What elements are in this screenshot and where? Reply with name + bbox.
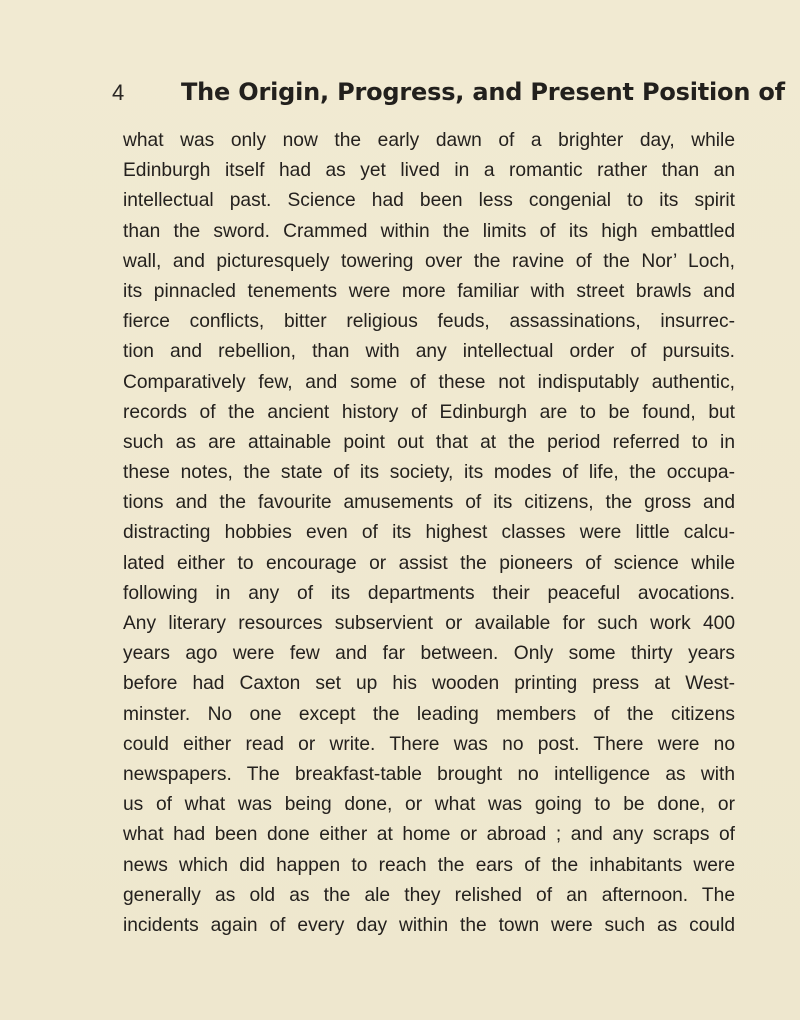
- text-line-4: than the sword. Crammed within the limits of its high embattled: [123, 220, 735, 242]
- text-line-19: before had Caxton set up his wooden printing press at West-: [123, 673, 735, 695]
- text-line-25: news which did happen to reach the ears of the inhabitants were: [123, 854, 735, 876]
- text-line-22: newspapers. The breakfast-table brought no intelligence as with: [123, 763, 735, 785]
- text-line-11: such as are attainable point out that at the period referred to in: [123, 431, 735, 453]
- text-line-13: tions and the favourite amusements of its citizens, the gross and: [123, 492, 735, 514]
- text-line-12: these notes, the state of its society, its modes of life, the occupa-: [123, 462, 735, 484]
- page-header: [112, 78, 785, 114]
- text-line-16: following in any of its departments their peaceful avocations.: [123, 582, 735, 604]
- text-line-26: generally as old as the ale they relished of an afternoon. The: [123, 884, 735, 906]
- text-line-5: wall, and picturesquely towering over the ravine of the Nor’ Loch,: [123, 250, 735, 272]
- text-line-18: years ago were few and far between. Only some thirty years: [123, 643, 735, 665]
- text-line-2: Edinburgh itself had as yet lived in a romantic rather than an: [123, 160, 735, 182]
- text-line-24: what had been done either at home or abroad ; and any scraps of: [123, 824, 735, 846]
- text-line-17: Any literary resources subservient or available for such work 400: [123, 613, 735, 634]
- text-line-27: incidents again of every day within the town were such as could: [123, 914, 735, 936]
- text-line-21: could either read or write. There was no post. There were no: [123, 733, 735, 755]
- text-line-23: us of what was being done, or what was going to be done, or: [123, 794, 735, 816]
- text-line-6: its pinnacled tenements were more familiar with street brawls and: [123, 280, 735, 302]
- text-line-20: minster. No one except the leading members of the citizens: [123, 703, 735, 725]
- text-line-8: tion and rebellion, than with any intellectual order of pursuits.: [123, 341, 735, 363]
- text-line-15: lated either to encourage or assist the pioneers of science while: [123, 552, 735, 574]
- text-line-14: distracting hobbies even of its highest classes were little calcu-: [123, 522, 735, 544]
- text-line-1: what was only now the early dawn of a brighter day, while: [123, 130, 735, 151]
- text-line-10: records of the ancient history of Edinburgh are to be found, but: [123, 401, 735, 423]
- text-line-7: fierce conflicts, bitter religious feuds, assassinations, insurrec-: [123, 311, 735, 333]
- running-title: The Origin, Progress, and Present Position of: [181, 78, 785, 106]
- text-line-9: Comparatively few, and some of these not indisputably authentic,: [123, 371, 735, 393]
- text-line-3: intellectual past. Science had been less congenial to its spirit: [123, 190, 735, 212]
- page-number: 4: [112, 80, 125, 105]
- body-text: [123, 126, 735, 941]
